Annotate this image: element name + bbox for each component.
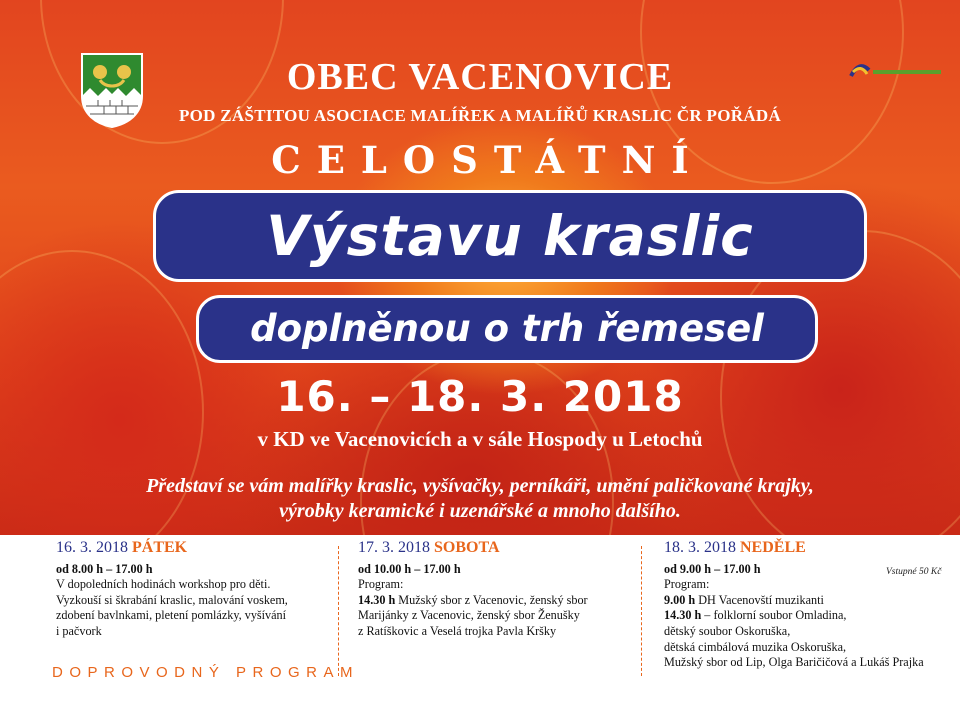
- main-title-banner: [153, 190, 867, 282]
- program-line: z Ratíškovic a Veselá trojka Pavla Kršky: [358, 623, 557, 638]
- accompanying-program-label: DOPROVODNÝ PROGRAM: [52, 664, 360, 681]
- day-column-friday: [56, 540, 326, 640]
- day-name: PÁTEK: [132, 539, 188, 556]
- description-line: výrobky keramické i uzenářské a mnoho dalšího.: [279, 500, 681, 522]
- day-heading: [358, 540, 633, 556]
- day-heading: [664, 540, 954, 556]
- subtitle: doplněnou o trh řemesel: [250, 307, 764, 350]
- opening-hours: od 8.00 h – 17.00 h: [56, 561, 153, 576]
- opening-hours: od 9.00 h – 17.00 h: [664, 561, 761, 576]
- day-date: 18. 3. 2018: [664, 539, 736, 556]
- main-title: Výstavu kraslic: [266, 204, 754, 268]
- program-time: 9.00 h: [664, 592, 696, 607]
- day-column-saturday: [358, 540, 633, 640]
- day-column-sunday: [664, 540, 954, 671]
- program-text: – folklorní soubor Omladina,: [701, 608, 847, 623]
- program-line: Vyzkouší si škrabání kraslic, malování voskem,: [56, 592, 288, 607]
- program-line: zdobení bavlnkami, pletení pomlázky, vyšívání: [56, 608, 287, 623]
- opening-hours: od 10.00 h – 17.00 h: [358, 561, 461, 576]
- program-line: i pačvork: [56, 623, 102, 638]
- event-dates: 16. – 18. 3. 2018: [276, 372, 684, 421]
- day-date: 17. 3. 2018: [358, 539, 430, 556]
- program-label: Program:: [358, 577, 404, 592]
- event-description: [0, 474, 960, 524]
- program-label: Program:: [664, 577, 710, 592]
- program-time: 14.30 h: [664, 608, 702, 623]
- program-line: dětský soubor Oskoruška,: [664, 623, 791, 638]
- column-divider: [641, 546, 642, 676]
- nationwide-heading: CELOSTÁTNÍ: [271, 138, 705, 182]
- program-line: Mužský sbor od Lip, Olga Baričičová a Lukáš Prajka: [664, 655, 924, 670]
- event-venue: v KD ve Vacenovicích a v sále Hospody u Letochů: [257, 427, 703, 451]
- program-line: [664, 593, 954, 609]
- program-line: V dopoledních hodinách workshop pro děti.: [56, 577, 271, 592]
- day-name: SOBOTA: [434, 539, 500, 556]
- admission-fee: Vstupné 50 Kč: [886, 567, 942, 577]
- program-time: 14.30 h: [358, 592, 396, 607]
- description-line: Představí se vám malířky kraslic, vyšívačky, perníkáři, umění paličkované krajky,: [146, 475, 814, 497]
- program-line: Marijánky z Vacenovic, ženský sbor Ženušky: [358, 608, 580, 623]
- program-text: DH Vacenovští muzikanti: [695, 592, 824, 607]
- day-heading: [56, 540, 326, 556]
- program-line: dětská cimbálová muzika Oskoruška,: [664, 639, 847, 654]
- day-date: 16. 3. 2018: [56, 539, 128, 556]
- program-text: Mužský sbor z Vacenovic, ženský sbor: [395, 592, 588, 607]
- column-divider: [338, 546, 339, 676]
- program-line: [664, 608, 954, 624]
- subtitle-banner: [196, 295, 818, 363]
- organizer-title: OBEC VACENOVICE: [286, 56, 674, 98]
- patronage-line: POD ZÁŠTITOU ASOCIACE MALÍŘEK A MALÍŘŮ KRASLIC ČR POŘÁDÁ: [178, 106, 782, 125]
- day-name: NEDĚLE: [740, 539, 806, 556]
- program-line: [358, 593, 633, 609]
